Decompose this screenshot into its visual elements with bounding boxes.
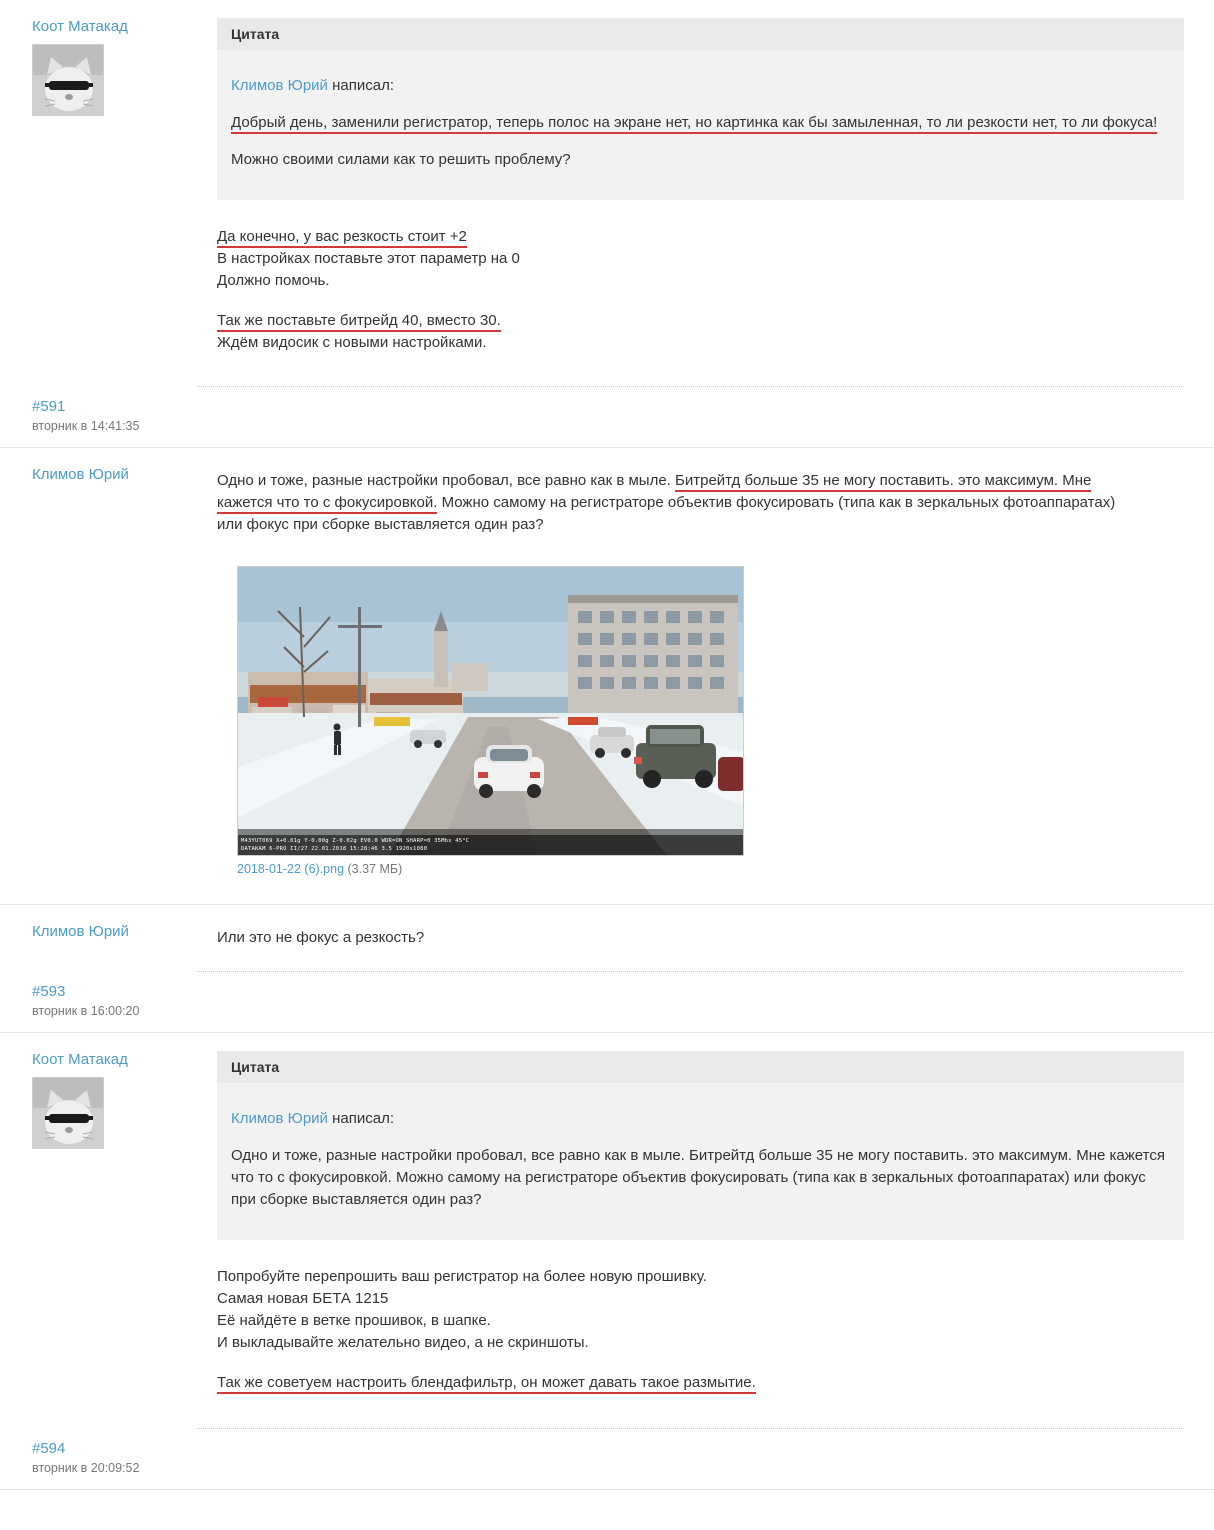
message-line: [217, 470, 1184, 536]
post-author-column: [0, 905, 197, 949]
message-text-part: Одно и тоже, разные настройки пробовал, все равно как в мыле.: [217, 472, 676, 489]
quote-title: Цитата: [217, 18, 1184, 50]
avatar[interactable]: [32, 1077, 104, 1149]
message-highlight-2: кажется что то с фокусировкой.: [217, 494, 437, 514]
message-line: В настройках поставьте этот параметр на 0: [217, 250, 520, 267]
cat-avatar-icon: [33, 1078, 104, 1149]
post-message: [217, 923, 1184, 949]
post-timestamp: вторник в 20:09:52: [32, 1461, 140, 1475]
post: [0, 0, 1214, 386]
osd-line-1: M43YUT069 X+0.01g Y-0.00g Z-0.02g EV0.0 WDR=ON SHARP=0 35Mbs 45°C: [241, 838, 470, 844]
post-author-column: [0, 448, 197, 492]
message-text-part-3: или фокус при сборке выставляется один раз?: [217, 516, 544, 533]
post-content: [197, 1033, 1214, 1428]
attachment: [217, 536, 1184, 882]
post: [0, 1033, 1214, 1428]
post-message: [217, 204, 1184, 354]
post-content: [197, 448, 1214, 904]
post-meta-column: [0, 1429, 197, 1489]
osd-overlay: [238, 835, 743, 855]
post-author-name[interactable]: Климов Юрий: [32, 923, 129, 940]
message-line: Попробуйте перепрошить ваш регистратор на более новую прошивку.: [217, 1268, 707, 1285]
post-meta-column: [0, 972, 197, 1032]
message-line: Её найдёте в ветке прошивок, в шапке.: [217, 1312, 491, 1329]
post-meta-spacer: [197, 972, 1214, 994]
quote-line: Добрый день, заменили регистратор, теперь полос на экране нет, но картинка как бы замыленная, то ли резкости нет, то ли фокуса!: [231, 114, 1157, 134]
quote-block: [217, 1051, 1184, 1240]
post-content: [197, 0, 1214, 386]
post-timestamp: вторник в 14:41:35: [32, 419, 140, 433]
post-author-column: [0, 0, 197, 116]
attachment-filename-link[interactable]: 2018-01-22 (6).png: [237, 862, 345, 876]
post-meta-spacer: [197, 1429, 1214, 1451]
quote-wrote-label: написал:: [332, 77, 394, 94]
attachment-size: (3.37 МБ): [347, 862, 403, 876]
message-line: Ждём видосик с новыми настройками.: [217, 334, 487, 351]
quote-text: [217, 50, 1184, 200]
attachment-meta: [237, 862, 1184, 876]
post-meta-spacer: [197, 387, 1214, 409]
quote-title: Цитата: [217, 1051, 1184, 1083]
message-line: Да конечно, у вас резкость стоит +2: [217, 228, 467, 248]
attachment-image[interactable]: [237, 566, 744, 856]
post-author-name[interactable]: Коот Матакад: [32, 18, 128, 35]
quote-author[interactable]: Климов Юрий: [231, 77, 328, 94]
message-line: Самая новая БЕТА 1215: [217, 1290, 389, 1307]
post: [0, 905, 1214, 971]
quote-text: [217, 1083, 1184, 1240]
post-content: [197, 905, 1214, 971]
message-line: Должно помочь.: [217, 272, 330, 289]
post-id-link[interactable]: #593: [32, 983, 66, 1000]
message-line: Так же поставьте битрейд 40, вместо 30.: [217, 312, 501, 332]
post-meta-column: [0, 387, 197, 447]
post: [0, 448, 1214, 904]
post-id-link[interactable]: #594: [32, 1440, 66, 1457]
message-text-part-2: Можно самому на регистраторе объектив фокусировать (типа как в зеркальных фотоаппаратах): [437, 494, 1116, 511]
post-message: [217, 466, 1184, 536]
message-highlight-1: Битрейтд больше 35 не могу поставить. это максимум. Мне: [675, 472, 1091, 492]
post-id-link[interactable]: #591: [32, 398, 66, 415]
quote-wrote-label: написал:: [332, 1110, 394, 1127]
quote-line: Одно и тоже, разные настройки пробовал, все равно как в мыле. Битрейтд больше 35 не могу поставить. это максимум. Мне кажется что то с фокусировкой. Можно самому на регистраторе объектив фокусировать (типа как в зеркальных фотоаппаратах) или фокус при сборке выставляется один раз?: [231, 1147, 1165, 1208]
post-author-name[interactable]: Коот Матакад: [32, 1051, 128, 1068]
post-message: [217, 1244, 1184, 1394]
quote-author[interactable]: Климов Юрий: [231, 1110, 328, 1127]
quote-line: Можно своими силами как то решить проблему?: [231, 151, 571, 168]
post-author-column: [0, 1033, 197, 1149]
post-timestamp: вторник в 16:00:20: [32, 1004, 140, 1018]
post-meta: [0, 1429, 1214, 1489]
osd-line-2: DATAKAM 6-PRO II/27 22.01.2018 15:28:46 3.5 1920x1080: [241, 846, 428, 852]
message-line: Или это не фокус а резкость?: [217, 929, 425, 946]
quote-block: [217, 18, 1184, 200]
cat-avatar-icon: [33, 45, 104, 116]
post-author-name[interactable]: Климов Юрий: [32, 466, 129, 483]
message-line: Так же советуем настроить блендафильтр, он может давать такое размытие.: [217, 1374, 756, 1394]
avatar[interactable]: [32, 44, 104, 116]
post-meta: [0, 972, 1214, 1032]
dashcam-screenshot: [238, 567, 744, 856]
message-line: И выкладывайте желательно видео, а не скриншоты.: [217, 1334, 589, 1351]
post-meta: [0, 387, 1214, 447]
